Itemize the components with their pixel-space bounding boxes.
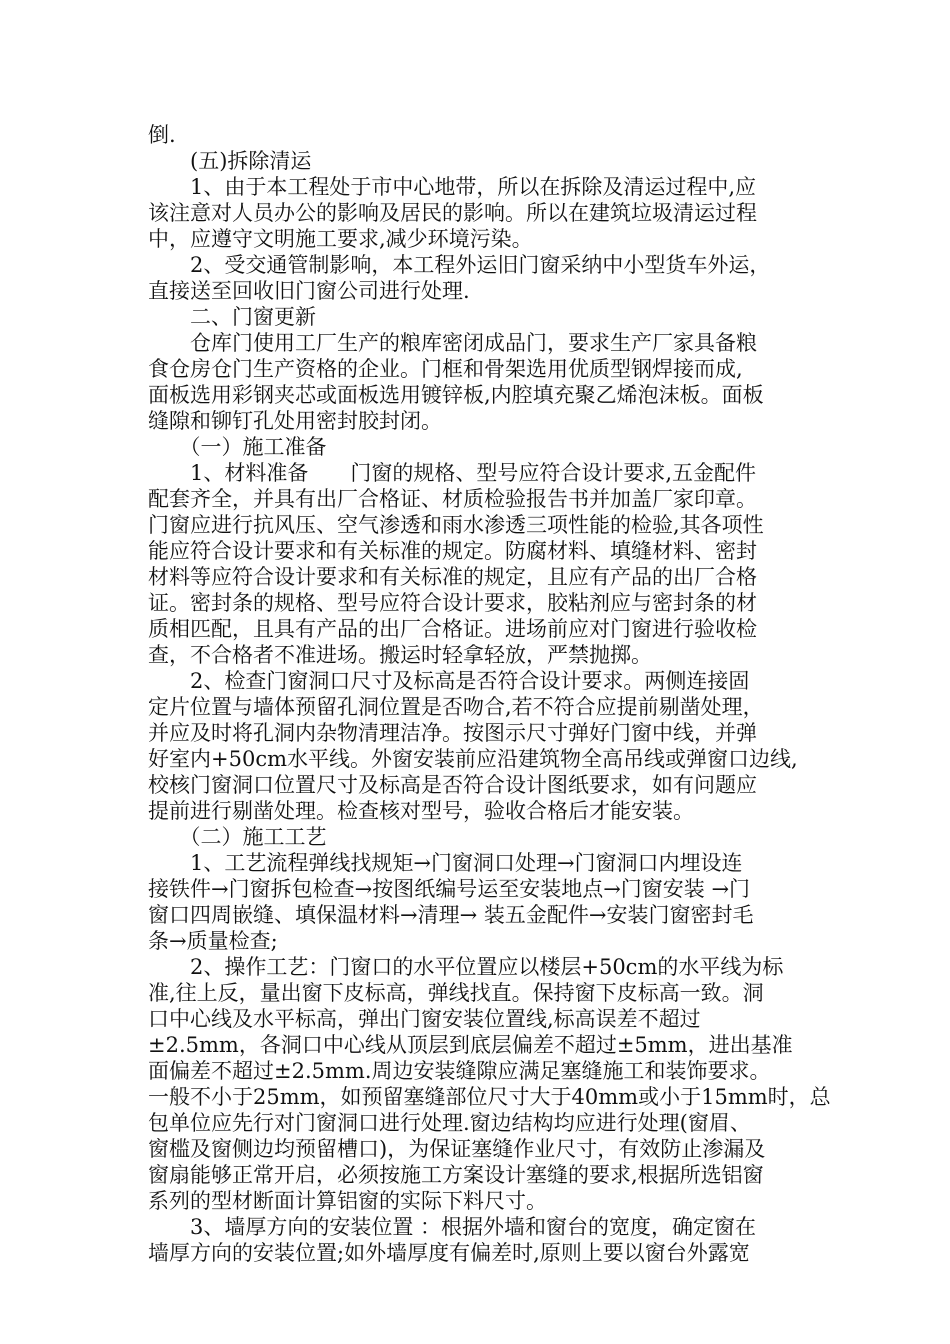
- text-line: 校核门窗洞口位置尺寸及标高是否符合设计图纸要求，如有问题应: [148, 773, 757, 797]
- text-line: 2、受交通管制影响，本工程外运旧门窗采纳中小型货车外运，: [148, 253, 771, 277]
- section-heading: (五)拆除清运: [148, 149, 312, 173]
- text-line: 2、操作工艺：门窗口的水平位置应以楼层+50cm的水平线为标: [148, 955, 784, 979]
- text-line: 缝隙和铆钉孔处用密封胶封闭。: [148, 409, 442, 433]
- text-line: ±2.5mm，各洞口中心线从顶层到底层偏差不超过±5mm，进出基准: [148, 1033, 793, 1057]
- section-heading: （一）施工准备: [148, 435, 327, 459]
- text-line: 口中心线及水平标高，弹出门窗安装位置线,标高误差不超过: [148, 1007, 701, 1031]
- text-line: 直接送至回收旧门窗公司进行处理.: [148, 279, 470, 303]
- text-line: 提前进行剔凿处理。检查核对型号，验收合格后才能安装。: [148, 799, 694, 823]
- text-line: 证。密封条的规格、型号应符合设计要求，胶粘剂应与密封条的材: [148, 591, 757, 615]
- text-line: 材料等应符合设计要求和有关标准的规定，且应有产品的出厂合格: [148, 565, 757, 589]
- text-line: 窗口四周嵌缝、填保温材料→清理→ 装五金配件→安装门窗密封毛: [148, 903, 754, 927]
- text-line: 门窗应进行抗风压、空气渗透和雨水渗透三项性能的检验,其各项性: [148, 513, 764, 537]
- text-line: 窗扇能够正常开启，必须按施工方案设计塞缝的要求,根据所选铝窗: [148, 1163, 764, 1187]
- text-line: 条→质量检查;: [148, 929, 278, 953]
- text-line: 系列的型材断面计算铝窗的实际下料尺寸。: [148, 1189, 547, 1213]
- section-heading: 二、门窗更新: [148, 305, 316, 329]
- text-line: 查，不合格者不准进场。搬运时轻拿轻放，严禁抛掷。: [148, 643, 652, 667]
- text-line: 并应及时将孔洞内杂物清理洁净。按图示尺寸弹好门窗中线，并弹: [148, 721, 757, 745]
- text-line: 食仓房仓门生产资格的企业。门框和骨架选用优质型钢焊接而成,: [148, 357, 743, 381]
- section-heading: （二）施工工艺: [148, 825, 327, 849]
- text-line: 墙厚方向的安装位置;如外墙厚度有偏差时,原则上要以窗台外露宽: [148, 1241, 750, 1265]
- text-line: 能应符合设计要求和有关标准的规定。防腐材料、填缝材料、密封: [148, 539, 757, 563]
- text-line: 3、墙厚方向的安装位置 ：根据外墙和窗台的宽度，确定窗在: [148, 1215, 757, 1239]
- text-line: 包单位应先行对门窗洞口进行处理.窗边结构均应进行处理(窗眉、: [148, 1111, 751, 1135]
- text-line: 质相匹配，且具有产品的出厂合格证。进场前应对门窗进行验收检: [148, 617, 757, 641]
- text-line: 该注意对人员办公的影响及居民的影响。所以在建筑垃圾清运过程: [148, 201, 757, 225]
- text-line: 一般不小于25mm，如预留塞缝部位尺寸大于40mm或小于15mm时，总: [148, 1085, 831, 1109]
- text-line: 配套齐全，并具有出厂合格证、材质检验报告书并加盖厂家印章。: [148, 487, 757, 511]
- text-line: 接铁件→门窗拆包检查→按图纸编号运至安装地点→门窗安装 →门: [148, 877, 751, 901]
- text-line: 仓库门使用工厂生产的粮库密闭成品门，要求生产厂家具备粮: [148, 331, 757, 355]
- text-line: 定片位置与墙体预留孔洞位置是否吻合,若不符合应提前剔凿处理，: [148, 695, 764, 719]
- text-line: 倒.: [148, 123, 176, 147]
- text-line: 面偏差不超过±2.5mm.周边安装缝隙应满足塞缝施工和装饰要求。: [148, 1059, 771, 1083]
- text-line: 准,往上反，量出窗下皮标高，弹线找直。保持窗下皮标高一致。洞: [148, 981, 764, 1005]
- text-line: 窗槛及窗侧边均预留槽口)，为保证塞缝作业尺寸，有效防止渗漏及: [148, 1137, 766, 1161]
- text-line: 1、工艺流程弹线找规矩→门窗洞口处理→门窗洞口内埋设连: [148, 851, 743, 875]
- text-line: 1、材料准备 门窗的规格、型号应符合设计要求,五金配件: [148, 461, 757, 485]
- text-line: 1、由于本工程处于市中心地带，所以在拆除及清运过程中,应: [148, 175, 757, 199]
- text-line: 中，应遵守文明施工要求,减少环境污染。: [148, 227, 533, 251]
- text-line: 面板选用彩钢夹芯或面板选用镀锌板,内腔填充聚乙烯泡沫板。面板: [148, 383, 764, 407]
- text-line: 好室内+50cm水平线。外窗安装前应沿建筑物全高吊线或弹窗口边线,: [148, 747, 798, 771]
- text-line: 2、检查门窗洞口尺寸及标高是否符合设计要求。两侧连接固: [148, 669, 750, 693]
